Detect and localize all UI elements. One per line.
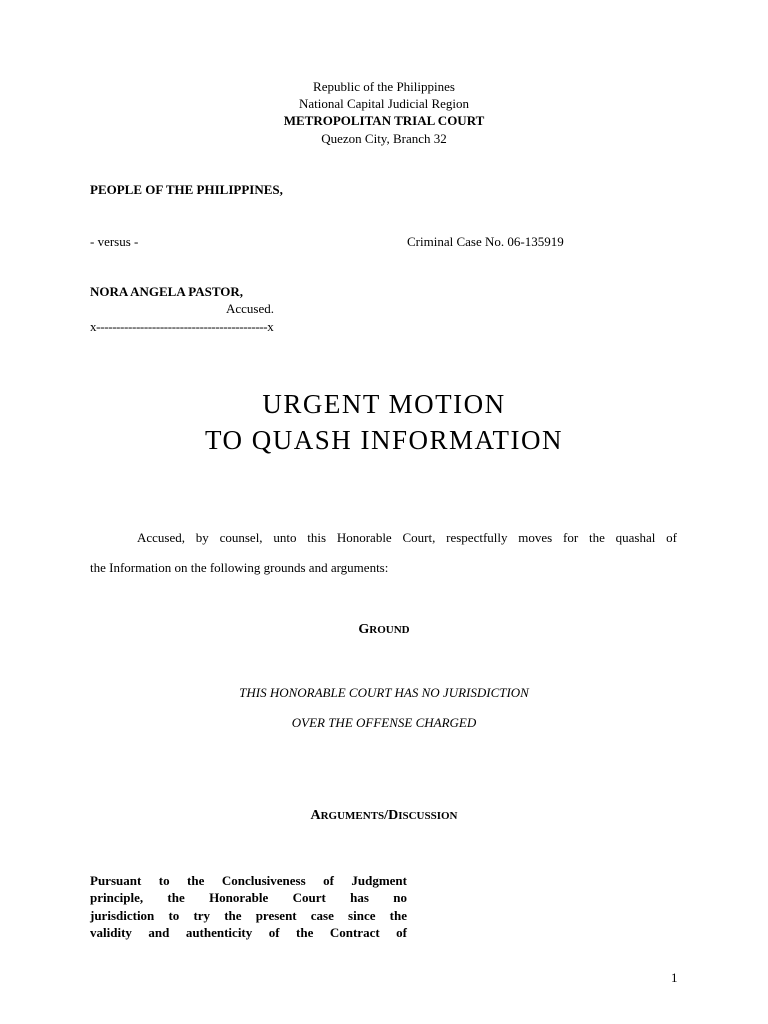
ground-line2: OVER THE OFFENSE CHARGED bbox=[291, 715, 477, 730]
header-court: METROPOLITAN TRIAL COURT bbox=[283, 113, 485, 128]
ground-heading-initial: G bbox=[358, 622, 370, 637]
arguments-heading-slash: / bbox=[384, 808, 389, 823]
header-region: National Capital Judicial Region bbox=[298, 96, 470, 111]
argument-line-3: jurisdiction to try the present case since the bbox=[90, 907, 407, 923]
intro-line1: Accused, by counsel, unto this Honorable Court, respectfully moves for the quashal of bbox=[137, 530, 677, 545]
argument-line-4: validity and authenticity of the Contract of bbox=[90, 924, 407, 940]
page-number: 1 bbox=[671, 970, 678, 985]
arguments-heading bbox=[0, 806, 768, 824]
ground-line1: THIS HONORABLE COURT HAS NO JURISDICTION bbox=[239, 685, 529, 700]
plaintiff-name: PEOPLE OF THE PHILIPPINES, bbox=[90, 182, 283, 197]
arguments-heading-initial: A bbox=[310, 808, 321, 823]
header-republic: Republic of the Philippines bbox=[313, 79, 455, 94]
intro-line2: the Information on the following grounds and arguments: bbox=[90, 560, 389, 575]
arguments-heading-rest: RGUMENTS bbox=[320, 810, 385, 822]
argument-line-2: principle, the Honorable Court has no bbox=[90, 890, 407, 906]
discussion-heading-rest: ISCUSSION bbox=[398, 810, 458, 822]
versus-label: - versus - bbox=[90, 234, 139, 249]
argument-line-1: Pursuant to the Conclusiveness of Judgment bbox=[90, 873, 407, 888]
ground-heading bbox=[0, 620, 768, 638]
accused-label: Accused. bbox=[226, 301, 275, 316]
header-branch: Quezon City, Branch 32 bbox=[321, 131, 447, 146]
argument-paragraph bbox=[90, 872, 407, 941]
motion-title-line2: TO QUASH INFORMATION bbox=[204, 425, 564, 455]
accused-name: NORA ANGELA PASTOR, bbox=[90, 284, 244, 299]
ground-heading-rest: ROUND bbox=[369, 624, 410, 636]
case-number: Criminal Case No. 06-135919 bbox=[407, 234, 564, 249]
motion-title-line1: URGENT MOTION bbox=[262, 389, 506, 419]
discussion-heading-initial: D bbox=[388, 808, 399, 823]
caption-separator: x-------------------------------------------x bbox=[90, 319, 274, 334]
